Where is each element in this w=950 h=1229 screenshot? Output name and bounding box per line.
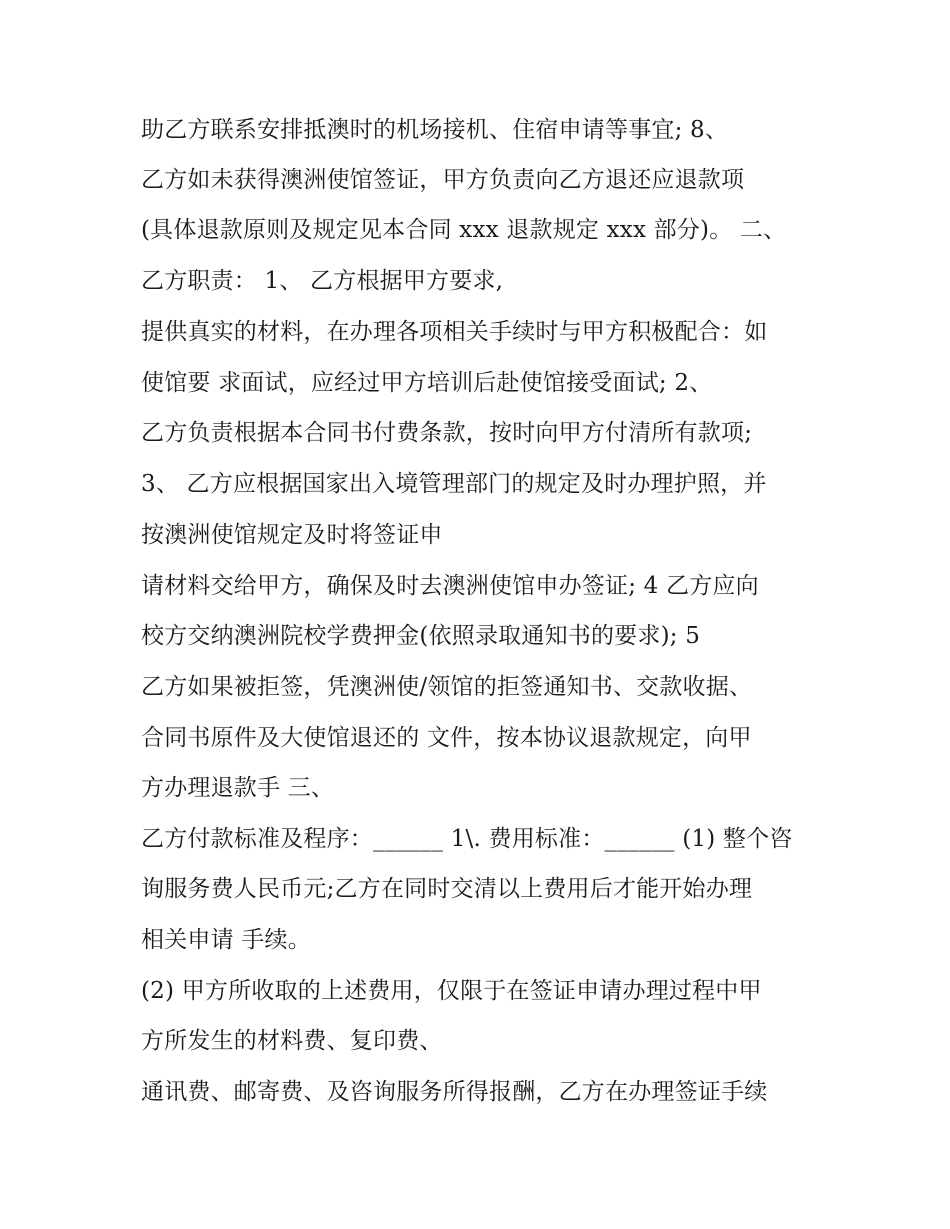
text-line: 助乙方联系安排抵澳时的机场接机、住宿申请等事宜; 8、 bbox=[141, 117, 729, 143]
text-line: 校方交纳澳洲院校学费押金(依照录取通知书的要求); 5 bbox=[141, 623, 701, 649]
text-line: (具体退款原则及规定见本合同 xxx 退款规定 xxx 部分)。 二、 bbox=[141, 217, 787, 243]
text-line: 按澳洲使馆规定及时将签证申 bbox=[141, 522, 443, 548]
text-line: 合同书原件及大使馆退还的 文件，按本协议退款规定，向甲 bbox=[141, 725, 752, 751]
text-line: 3、 乙方应根据国家出入境管理部门的规定及时办理护照，并 bbox=[141, 471, 767, 497]
text-line: 提供真实的材料，在办理各项相关手续时与甲方积极配合：如 bbox=[141, 319, 768, 345]
text-line: 请材料交给甲方，确保及时去澳洲使馆申办签证; 4 乙方应向 bbox=[141, 573, 759, 599]
text-line: 相关申请 手续。 bbox=[141, 927, 311, 953]
text-line: 乙方如未获得澳洲使馆签证，甲方负责向乙方退还应退款项 bbox=[141, 167, 745, 193]
text-line: 方所发生的材料费、复印费、 bbox=[141, 1028, 443, 1054]
text-line: (2) 甲方所收取的上述费用，仅限于在签证申请办理过程中甲 bbox=[141, 978, 762, 1004]
text-line: 询服务费人民币元;乙方在同时交清以上费用后才能开始办理 bbox=[141, 876, 753, 902]
text-line: 乙方负责根据本合同书付费条款，按时向甲方付清所有款项; bbox=[141, 420, 753, 446]
text-line: 乙方付款标准及程序：______ 1\. 费用标准：______ (1) 整个咨 bbox=[141, 826, 793, 852]
text-line: 使馆要 求面试，应经过甲方培训后赴使馆接受面试; 2、 bbox=[141, 370, 713, 396]
text-line: 通讯费、邮寄费、及咨询服务所得报酬，乙方在办理签证手续 bbox=[141, 1079, 768, 1105]
text-line: 乙方职责： 1、 乙方根据甲方要求, bbox=[141, 268, 504, 294]
text-line: 方办理退款手 三、 bbox=[141, 775, 335, 801]
text-line: 乙方如果被拒签，凭澳洲使/领馆的拒签通知书、交款收据、 bbox=[141, 674, 753, 700]
